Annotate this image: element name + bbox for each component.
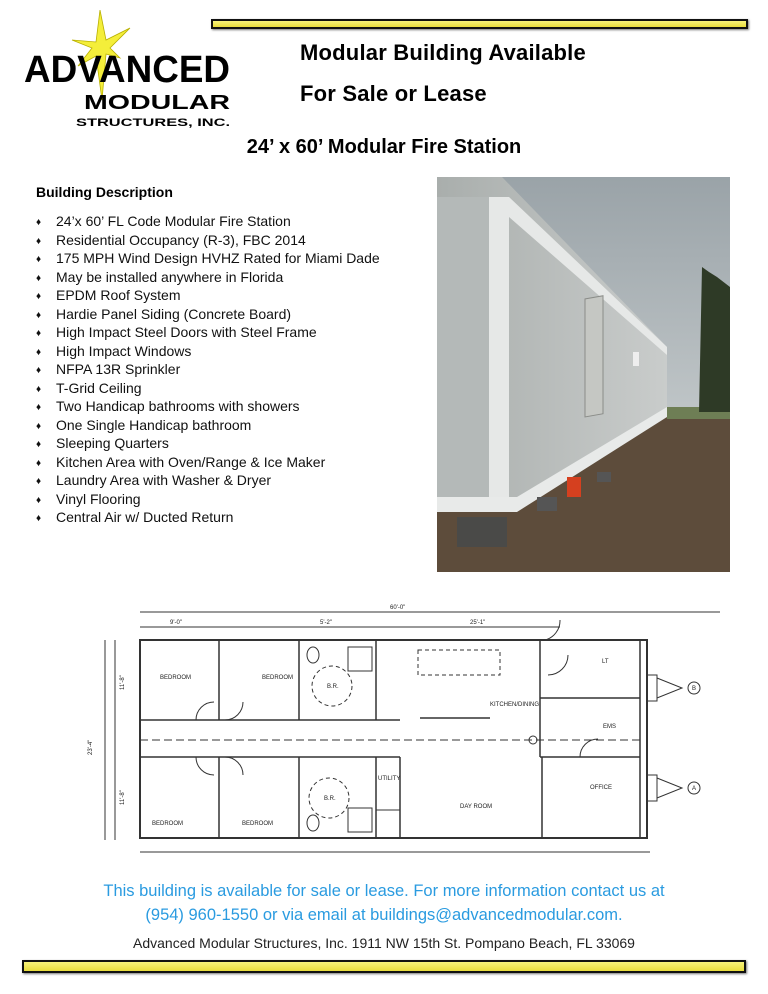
diamond-bullet-icon: ♦: [36, 272, 42, 284]
diamond-bullet-icon: ♦: [36, 513, 42, 524]
feature-text: EPDM Roof System: [56, 287, 181, 303]
diamond-bullet-icon: ♦: [36, 235, 42, 247]
room-label-utility: UTILITY: [378, 776, 401, 782]
room-label-bath-2: B.R.: [324, 796, 336, 802]
top-decorative-bar: [211, 19, 748, 29]
feature-item: [36, 286, 380, 305]
room-label-kitchen: KITCHEN/DINING: [490, 702, 540, 708]
diamond-bullet-icon: ♦: [36, 494, 42, 506]
feature-item: [36, 212, 380, 231]
room-label-bedroom-1: BEDROOM: [160, 675, 192, 681]
logo-line3: STRUCTURES, INC.: [76, 117, 230, 129]
feature-item: [36, 305, 380, 324]
hitch-a-icon: [647, 775, 682, 801]
feature-item: [36, 379, 380, 398]
starburst-logo-icon: [20, 10, 235, 132]
feature-item: [36, 416, 380, 435]
hitch-b-icon: [647, 675, 682, 701]
diamond-bullet-icon: ♦: [36, 365, 42, 376]
dimension-overall: 60'-0": [390, 605, 406, 611]
company-address: Advanced Modular Structures, Inc. 1911 NW 15th St. Pompano Beach, FL 33069: [133, 935, 635, 951]
building-description-heading: Building Description: [36, 184, 173, 200]
feature-item: [36, 508, 380, 527]
diamond-bullet-icon: ♦: [36, 254, 42, 265]
dimension-lines: [105, 612, 720, 852]
feature-text: One Single Handicap bathroom: [56, 416, 252, 433]
dimension-width: 23'-4": [88, 739, 94, 755]
feature-item: [36, 268, 380, 287]
diamond-bullet-icon: ♦: [36, 328, 42, 339]
feature-text: 175 MPH Wind Design HVHZ Rated for Miami Dade: [56, 250, 380, 266]
feature-text: High Impact Steel Doors with Steel Frame: [56, 324, 317, 340]
feature-item: [36, 434, 380, 453]
headline-available: Modular Building Available: [300, 40, 586, 65]
room-label-bath-1: B.R.: [327, 684, 339, 690]
diamond-bullet-icon: ♦: [36, 346, 42, 358]
diamond-bullet-icon: ♦: [36, 457, 42, 469]
feature-text: T-Grid Ceiling: [56, 379, 142, 396]
room-label-bedroom-4: BEDROOM: [242, 821, 274, 827]
dimension-seg2: 5'-2": [320, 620, 332, 626]
feature-list: [36, 212, 380, 527]
feature-item: [36, 323, 380, 342]
room-label-day-room: DAY ROOM: [460, 804, 493, 810]
contact-text-line2: (954) 960-1550 or via email at buildings@advancedmodular.com.: [145, 906, 623, 924]
diamond-bullet-icon: ♦: [36, 420, 42, 432]
feature-text: Sleeping Quarters: [56, 435, 169, 451]
feature-text: Kitchen Area with Oven/Range & Ice Maker: [56, 453, 326, 470]
feature-text: Two Handicap bathrooms with showers: [56, 398, 300, 414]
diamond-bullet-icon: ♦: [36, 309, 42, 321]
dimension-half-top: 11'-8": [120, 675, 126, 690]
diamond-bullet-icon: ♦: [36, 383, 42, 395]
feature-item: [36, 471, 380, 490]
feature-item: [36, 397, 380, 416]
room-label-bedroom-2: BEDROOM: [262, 675, 294, 681]
feature-item: [36, 453, 380, 472]
feature-item: [36, 342, 380, 361]
logo-line2: MODULAR: [84, 92, 231, 114]
building-photo: [437, 177, 730, 572]
feature-item: [36, 231, 380, 250]
marker-b: B: [692, 686, 697, 692]
feature-text: Hardie Panel Siding (Concrete Board): [56, 305, 292, 322]
diamond-bullet-icon: ♦: [36, 291, 42, 302]
headline-sale-lease: For Sale or Lease: [300, 81, 487, 106]
room-label-bedroom-3: BEDROOM: [152, 821, 184, 827]
floor-plan: [70, 600, 730, 870]
feature-text: Residential Occupancy (R-3), FBC 2014: [56, 231, 306, 248]
feature-item: [36, 360, 380, 379]
feature-item: [36, 249, 380, 268]
feature-text: Laundry Area with Washer & Dryer: [56, 472, 272, 488]
feature-text: May be installed anywhere in Florida: [56, 268, 284, 285]
logo-line1: ADVANCED: [24, 49, 230, 91]
diamond-bullet-icon: ♦: [36, 217, 42, 228]
feature-text: Central Air w/ Ducted Return: [56, 509, 234, 525]
page-subtitle: 24’ x 60’ Modular Fire Station: [246, 136, 522, 158]
diamond-bullet-icon: ♦: [36, 476, 42, 487]
room-label-ems: EMS: [603, 724, 617, 730]
company-logo: [20, 10, 235, 132]
diamond-bullet-icon: ♦: [36, 439, 42, 450]
feature-text: High Impact Windows: [56, 342, 192, 359]
dimension-seg3: 25'-1": [470, 620, 486, 626]
dimension-seg1: 9'-0": [170, 620, 182, 626]
feature-item: [36, 490, 380, 509]
contact-text-line1: This building is available for sale or lease. For more information contact us at: [103, 882, 665, 900]
bottom-decorative-bar: [22, 960, 746, 973]
diamond-bullet-icon: ♦: [36, 402, 42, 413]
room-label-office: OFFICE: [590, 785, 612, 791]
feature-text: NFPA 13R Sprinkler: [56, 361, 181, 377]
feature-text: 24’x 60’ FL Code Modular Fire Station: [56, 213, 291, 229]
dimension-half-bottom: 11'-8": [120, 790, 126, 805]
feature-text: Vinyl Flooring: [56, 490, 141, 507]
room-label-lt: LT: [602, 659, 609, 665]
marker-a: A: [692, 786, 697, 792]
